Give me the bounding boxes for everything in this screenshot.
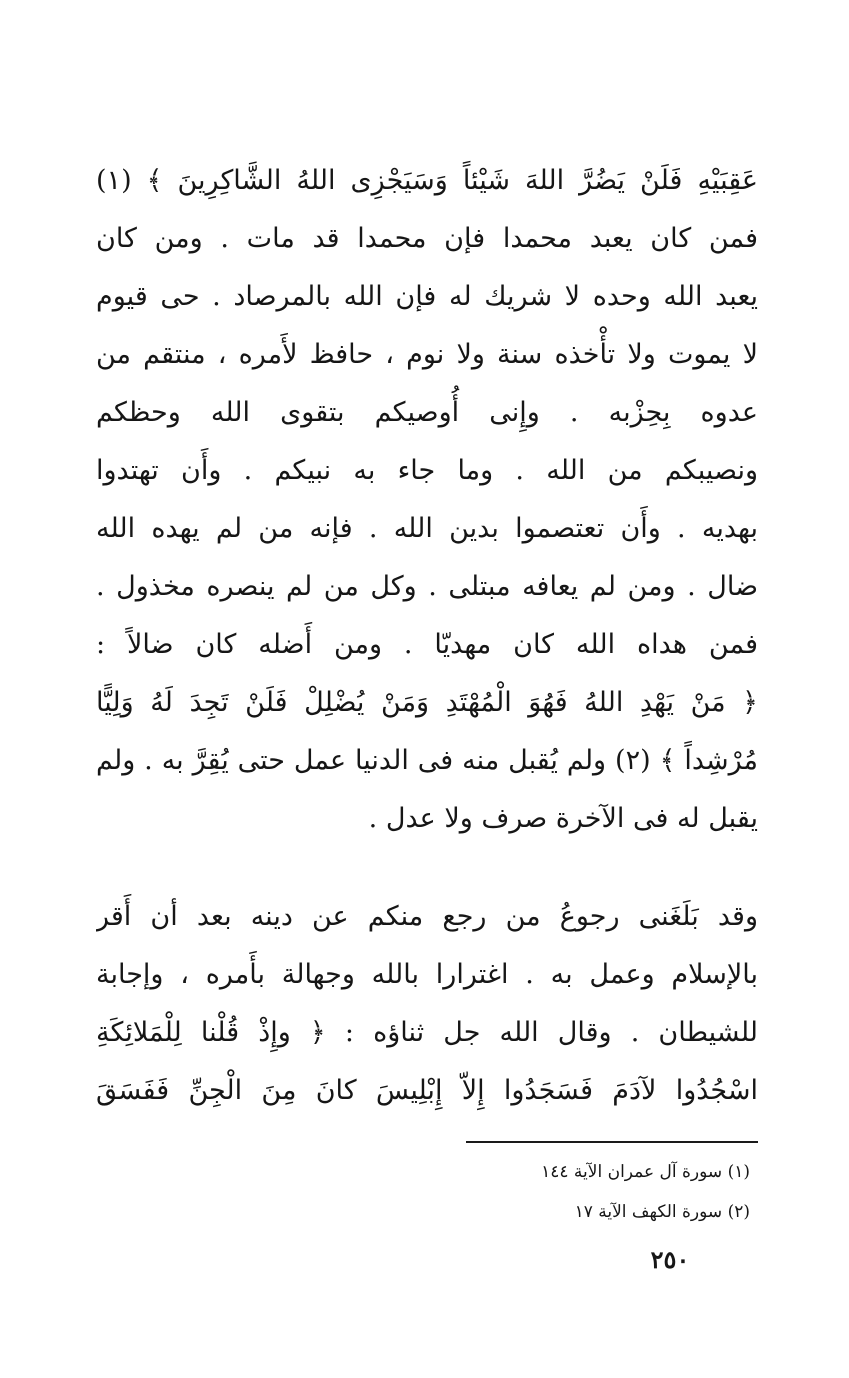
page-number: ٢٥٠ bbox=[650, 1245, 690, 1274]
text-line: بهديه . وأَن تعتصموا بدين الله . فإنه من لم يهده الله bbox=[96, 513, 758, 544]
paragraph-2 bbox=[96, 888, 758, 1120]
text-line: للشيطان . وقال الله جل ثناؤه : ﴿ وإِذْ قُلْنا لِلْمَلائِكَةِ bbox=[96, 1017, 758, 1048]
text-line: يقبل له فى الآخرة صرف ولا عدل . bbox=[368, 803, 758, 834]
footnote-divider bbox=[466, 1141, 758, 1143]
text-line: ضال . ومن لم يعافه مبتلى . وكل من لم ينصره مخذول . bbox=[96, 571, 758, 602]
text-line: عدوه بِحِزْبه . وإِنى أُوصيكم بتقوى الله وحظكم bbox=[96, 397, 758, 428]
footnotes bbox=[400, 1152, 750, 1232]
text-line: ونصيبكم من الله . وما جاء به نبيكم . وأَن تهتدوا bbox=[96, 455, 758, 486]
text-line: فمن هداه الله كان مهديّا . ومن أَضله كان ضالاً : bbox=[96, 629, 758, 660]
text-line: ﴿ مَنْ يَهْدِ اللهُ فَهُوَ الْمُهْتَدِ وَمَنْ يُضْلِلْ فَلَنْ تَجِدَ لَهُ وَلِيًّا bbox=[96, 687, 758, 718]
text-line: يعبد الله وحده لا شريك له فإن الله بالمرصاد . حى قيوم bbox=[96, 281, 758, 312]
footnote: (١) سورة آل عمران الآية ١٤٤ bbox=[541, 1162, 750, 1182]
text-line: عَقِبَيْهِ فَلَنْ يَضُرَّ اللهَ شَيْئاً وَسَيَجْزِى اللهُ الشَّاكِرِينَ ﴾ (١) bbox=[96, 165, 758, 196]
footnote: (٢) سورة الكهف الآية ١٧ bbox=[574, 1202, 750, 1222]
text-line: مُرْشِداً ﴾ (٢) ولم يُقبل منه فى الدنيا عمل حتى يُقِرَّ به . ولم bbox=[96, 745, 758, 776]
text-line: وقد بَلَغَنى رجوعُ من رجع منكم عن دينه بعد أن أَقر bbox=[96, 901, 758, 932]
paragraph-1 bbox=[96, 152, 758, 848]
text-line: فمن كان يعبد محمدا فإن محمدا قد مات . ومن كان bbox=[96, 223, 758, 254]
text-line: لا يموت ولا تأْخذه سنة ولا نوم ، حافظ لأَمره ، منتقم من bbox=[96, 339, 758, 370]
text-line: بالإسلام وعمل به . اغترارا بالله وجهالة بأَمره ، وإجابة bbox=[96, 959, 758, 990]
text-line: اسْجُدُوا لآدَمَ فَسَجَدُوا إِلاّ إِبْلِيسَ كانَ مِنَ الْجِنِّ فَفَسَقَ bbox=[96, 1075, 758, 1106]
